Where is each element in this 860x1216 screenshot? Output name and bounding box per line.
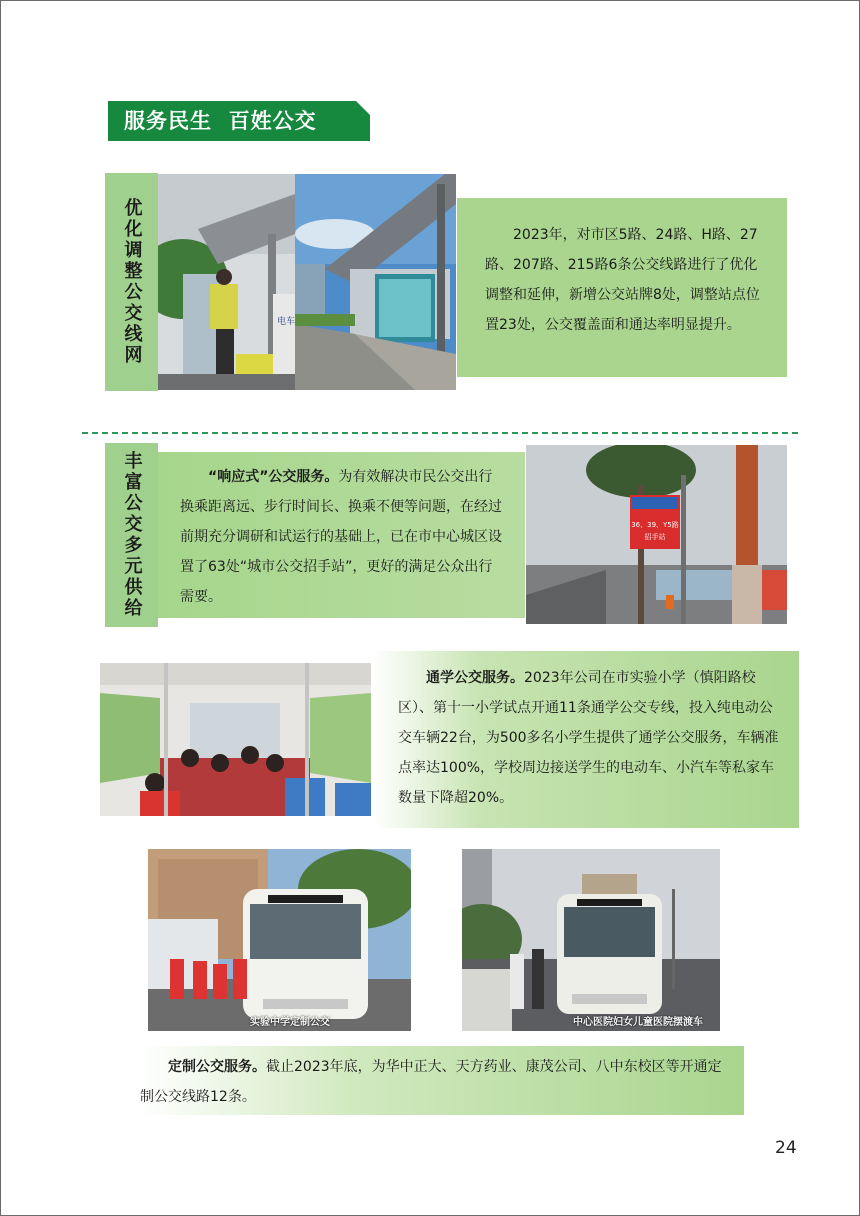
section4-lead: 定制公交服务。 xyxy=(168,1059,266,1075)
section-label-optimize xyxy=(105,173,158,391)
sign-line2: 招手站 xyxy=(644,533,666,541)
section4-textbox xyxy=(140,1046,744,1115)
section-divider xyxy=(82,432,798,434)
photo-students-on-bus xyxy=(100,663,371,816)
section2-text: 为有效解决市民公交出行换乘距离远、步行时间长、换乘不便等问题，在经过前期充分调研和试运行的基础上，已在市中心城区设置了63处“城市公交招手站”，更好的满足公众出行需要。 xyxy=(180,469,502,605)
photo-bus-shelter xyxy=(295,174,456,390)
section-label-optimize-text: 优化调整公交线网 xyxy=(121,198,143,366)
photo-bus-stop-sign xyxy=(526,445,787,624)
photo-hospital-shuttle xyxy=(462,849,720,1031)
page-number: 24 xyxy=(775,1138,797,1158)
section3-lead: 通学公交服务。 xyxy=(426,670,524,686)
photo-school-custom-bus xyxy=(148,849,411,1031)
banner-title: 服务民生 百姓公交 xyxy=(124,108,317,133)
section3-textbox xyxy=(374,651,799,828)
section4-text: 截止2023年底，为华中正大、天方药业、康茂公司、八中东校区等开通定制公交线路12条。 xyxy=(140,1059,722,1105)
section3-text: 2023年公司在市实验小学（慎阳路校区）、第十一小学试点开通11条通学公交专线，投入纯电动公交车辆22台，为500多名小学生提供了通学公交服务，车辆准点率达100%，学校周边接送学生的电动车、小汽车等私家车数量下降超20%。 xyxy=(398,670,779,806)
caption-school-bus: 实验中学定制公交 xyxy=(250,1017,330,1028)
section2-textbox xyxy=(158,452,525,618)
section2-lead: “响应式”公交服务。 xyxy=(208,469,339,485)
section1-text: 2023年，对市区5路、24路、H路、27路、207路、215路6条公交线路进行了优化调整和延伸，新增公交站牌8处，调整站点位置23处，公交覆盖面和通达率明显提升。 xyxy=(485,227,760,333)
section-label-supply-text: 丰富公交多元供给 xyxy=(121,451,143,619)
caption-hospital-shuttle: 中心医院妇女儿童医院摆渡车 xyxy=(573,1017,703,1028)
section1-textbox xyxy=(457,198,787,377)
section-label-supply xyxy=(105,443,158,627)
sign-line1: 36、39、Y5路 xyxy=(631,521,679,529)
photo-sign-text: 电车 xyxy=(277,317,295,327)
photo-bus-stop-workers xyxy=(158,174,295,390)
